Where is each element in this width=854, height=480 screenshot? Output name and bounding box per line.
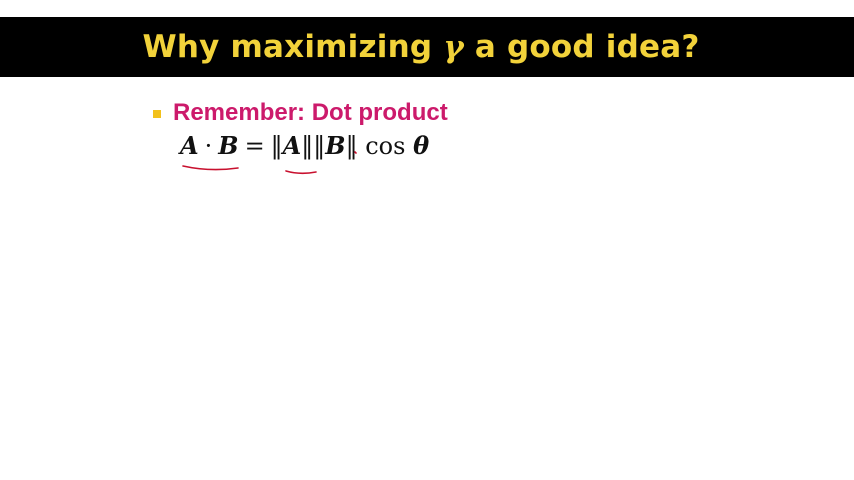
bullet-marker	[153, 110, 161, 118]
formula-theta: θ	[413, 131, 430, 160]
title-gamma-symbol: γ	[443, 29, 464, 65]
formula-norm-b-close: ‖	[345, 132, 358, 160]
formula-dot-operator: ·	[204, 132, 213, 160]
formula-norm-b-open: ‖	[313, 132, 326, 160]
ink-underline-norm-a	[286, 171, 316, 173]
formula-norm-a-close: ‖	[301, 132, 314, 160]
formula-norm-b-vector: B	[325, 131, 346, 160]
formula-equals: =	[244, 132, 265, 160]
title-text-end: a good idea?	[463, 29, 700, 65]
slide-title	[142, 29, 699, 65]
formula-norm-a-open: ‖	[270, 132, 283, 160]
ink-underline-a-dot-b	[183, 166, 238, 170]
formula-vector-a: A	[180, 131, 199, 160]
title-bar	[0, 17, 854, 77]
formula-cos: cos	[365, 132, 406, 160]
dot-product-formula	[180, 131, 429, 160]
title-text-start: Why maximizing	[142, 29, 444, 65]
formula-norm-a-vector: A	[282, 131, 302, 160]
formula-vector-b: B	[218, 131, 239, 160]
bullet-text: Remember: Dot product	[173, 99, 448, 126]
